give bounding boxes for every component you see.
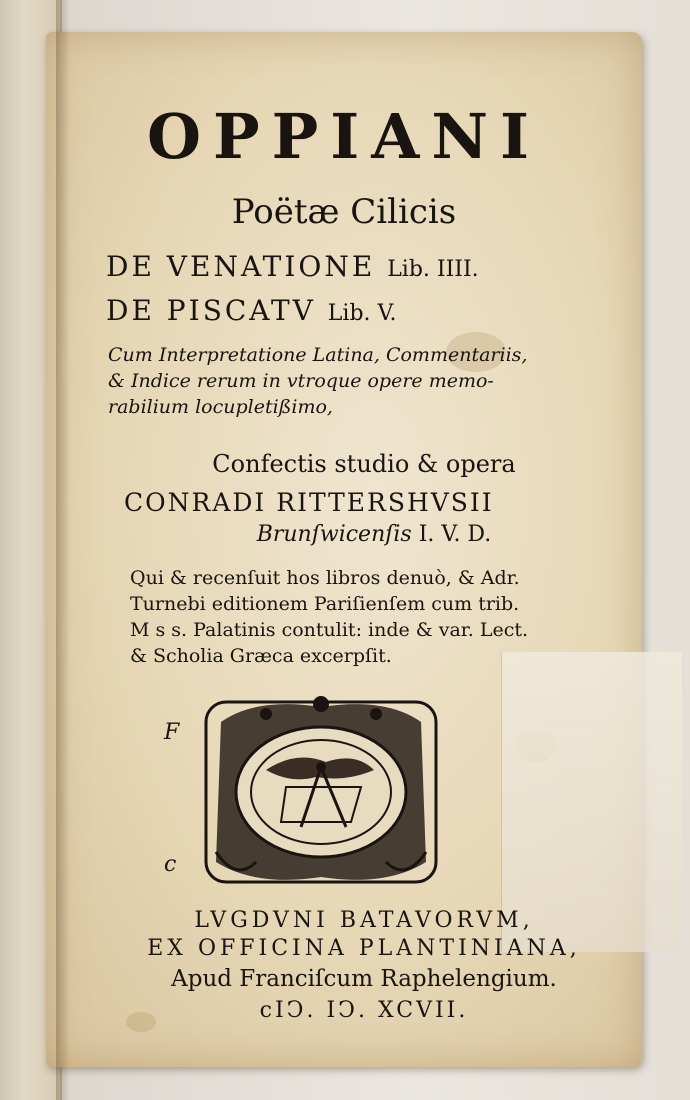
work-venatione <box>106 250 690 283</box>
imprint-date: cIↃ. IↃ. XCVII. <box>259 998 469 1023</box>
printer-device-compass-icon <box>196 692 446 892</box>
description-line-1: Cum Interpretatione Latina, Commentariis, <box>108 344 528 366</box>
work-venatione-books: Lib. IIII. <box>387 257 479 282</box>
work-piscatu-title: DE PISCATV <box>106 294 316 327</box>
work-piscatu <box>106 294 690 327</box>
edition-note-line-1: Qui & recenſuit hos libros denuò, & Adr. <box>130 567 520 589</box>
description-line-3: rabilium locupletißimo, <box>108 396 333 418</box>
confectis-line: Confectis studio & opera <box>212 450 516 478</box>
imprint-press: EX OFFICINA PLANTINIANA, <box>147 936 581 961</box>
handwritten-mark-c: c <box>164 852 177 877</box>
spine-shadow <box>56 0 70 1100</box>
imprint-printer: Apud Franciſcum Raphelengium. <box>171 966 557 992</box>
work-piscatu-books: Lib. V. <box>327 301 397 326</box>
edition-note-line-4: & Scholia Græca excerpſit. <box>130 645 392 667</box>
paper-repair-patch <box>501 652 682 952</box>
handwritten-mark-f: F <box>164 720 180 745</box>
title-page <box>46 32 642 1067</box>
edition-note-line-2: Turnebi editionem Pariſienſem cum trib. <box>130 593 520 615</box>
author-name: CONRADI RITTERSHVSII <box>124 488 494 517</box>
imprint-city: LVGDVNI BATAVORVM, <box>194 908 534 933</box>
subtitle: Poëtæ Cilicis <box>231 192 457 232</box>
author-degree: I. V. D. <box>418 522 492 547</box>
edition-note-line-3: M s s. Palatinis contulit: inde & var. Lect. <box>130 619 529 641</box>
author-origin: Brunſwicenſis <box>256 522 412 547</box>
book-title: OPPIANI <box>146 100 542 173</box>
description-line-2: & Indice rerum in vtroque opere memo- <box>108 370 494 392</box>
author-origin-line <box>46 522 672 547</box>
work-venatione-title: DE VENATIONE <box>106 250 376 283</box>
